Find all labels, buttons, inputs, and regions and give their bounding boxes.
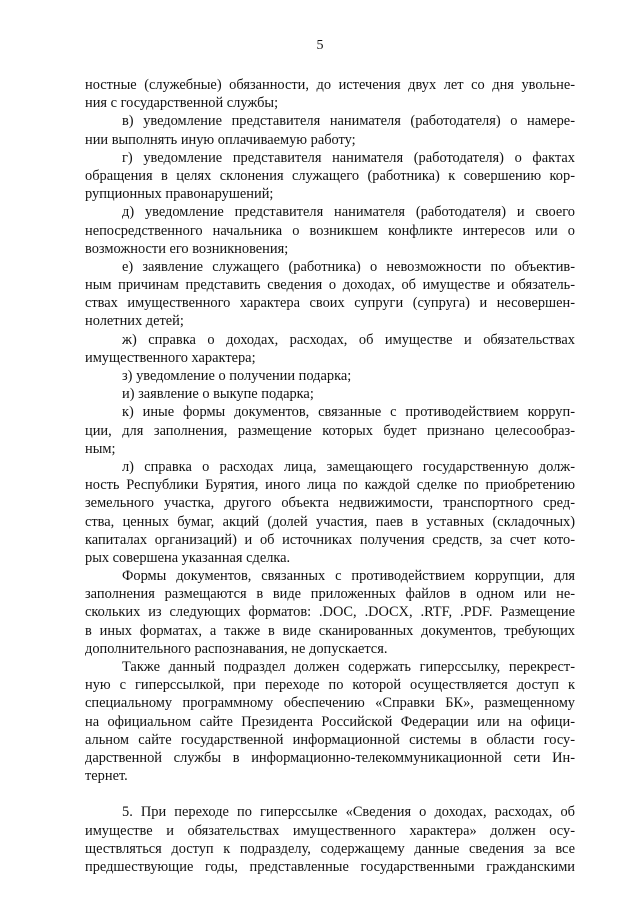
text-line: специальному программному обеспечению «Справки БК», размещенному: [85, 695, 575, 712]
text-line: ства, ценных бумаг, акций (долей участия, паев в уставных (складочных): [85, 513, 575, 530]
text-line: альном сайте государственной информационной системы в области госу-: [85, 731, 575, 748]
text-line: Также данный подраздел должен содержать гиперссылку, перекрест-: [122, 659, 575, 675]
text-line: з) уведомление о получении подарка;: [122, 368, 352, 384]
text-line: заполнения размещаются в виде приложенных файлов в одном или не-: [85, 586, 575, 603]
text-line: имущественного характера;: [85, 349, 256, 366]
text-line: и) заявление о выкупе подарка;: [122, 386, 314, 403]
text-line: ную с гиперссылкой, при переходе по которой осуществляется доступ к: [85, 677, 575, 694]
text-line: дарственной службы в информационно-телекоммуникационной сети Ин-: [85, 749, 575, 766]
text-line: тернет.: [85, 768, 128, 785]
text-line: нии выполнять иную оплачиваемую работу;: [85, 131, 356, 148]
text-line: земельного участка, другого объекта недвижимости, транспортного сред-: [85, 495, 575, 512]
text-line: 5. При переходе по гиперссылке «Сведения о доходах, расходах, об: [122, 804, 575, 821]
text-line: ность Республики Бурятия, иного лица по каждой сделке по приобретению: [85, 477, 575, 494]
text-line: ж) справка о доходах, расходах, об имуществе и обязательствах: [122, 331, 575, 348]
text-line: ции, для заполнения, размещение которых будет признано целесообраз-: [85, 422, 575, 439]
text-line: д) уведомление представителя нанимателя (работодателя) и своего: [122, 204, 575, 221]
paragraph-gap: [85, 785, 575, 803]
text-line: в иных форматах, а также в виде сканированных документов, требующих: [85, 622, 575, 639]
text-line: дополнительного распознавания, не допускается.: [85, 640, 388, 657]
text-line: рых совершена указанная сделка.: [85, 549, 291, 566]
text-line: капиталах организаций) и об источниках получения средств, за счет кото-: [85, 531, 575, 548]
text-line: в) уведомление представителя нанимателя (работодателя) о намере-: [122, 113, 575, 130]
text-line: ния с государственной службы;: [85, 95, 279, 112]
text-line: ным;: [85, 440, 116, 457]
text-line: г) уведомление представителя нанимателя (работодателя) о фактах: [122, 149, 575, 166]
text-line: на официальном сайте Президента Российской Федерации или на офици-: [85, 713, 575, 730]
text-line: возможности его возникновения;: [85, 240, 289, 257]
text-line: предшествующие годы, представленные государственными гражданскими: [85, 858, 575, 875]
text-line: ствах имущественного характера своих супруги (супруга) и несовершен-: [85, 295, 575, 312]
body-text: [85, 76, 575, 876]
text-line: обращения в целях склонения служащего (работника) к совершению кор-: [85, 167, 575, 184]
text-line: л) справка о расходах лица, замещающего государственную долж-: [122, 458, 575, 475]
text-line: рупционных правонарушений;: [85, 186, 274, 203]
text-line: е) заявление служащего (работника) о невозможности по объектив-: [122, 258, 575, 275]
text-line: Формы документов, связанных с противодействием коррупции, для: [122, 568, 575, 585]
text-line: нолетних детей;: [85, 313, 184, 330]
text-line: имуществе и обязательствах имущественного характера» должен осу-: [85, 822, 575, 839]
text-line: к) иные формы документов, связанные с противодействием корруп-: [122, 404, 575, 421]
text-line: скольких из следующих форматов: .DOC, .DOCX, .RTF, .PDF. Размещение: [85, 604, 575, 621]
page-number: 5: [316, 38, 324, 53]
text-line: ностные (служебные) обязанности, до истечения двух лет со дня увольне-: [85, 77, 575, 93]
text-line: непосредственного начальника о возникшем конфликте интересов или о: [85, 222, 575, 239]
text-line: ным причинам представить сведения о доходах, об имуществе и обязатель-: [85, 277, 575, 294]
text-line: ществляться доступ к подразделу, содержащему данные сведения за все: [85, 840, 575, 857]
